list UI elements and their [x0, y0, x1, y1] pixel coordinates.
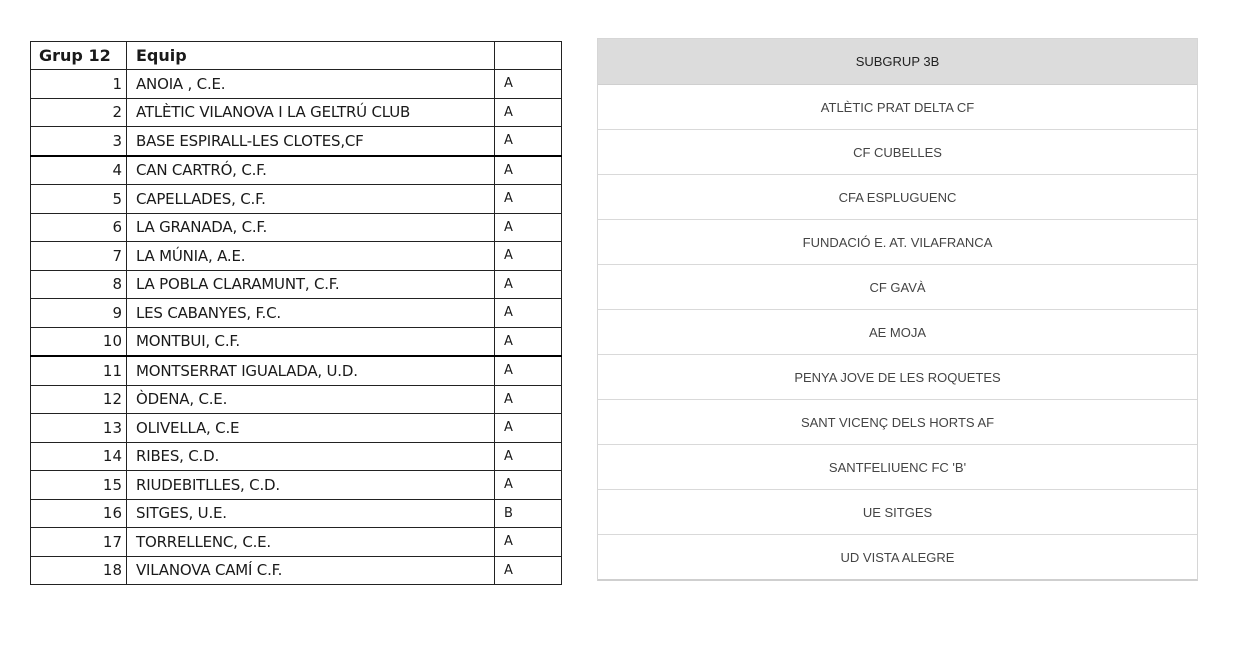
team-name: LA MÚNIA, A.E.: [127, 242, 495, 271]
table-row: [31, 185, 562, 214]
team-category: A: [495, 327, 562, 356]
team-category: B: [495, 499, 562, 528]
row-number: 15: [31, 471, 127, 500]
team-name: MONTBUI, C.F.: [127, 327, 495, 356]
row-number: 16: [31, 499, 127, 528]
table-row: [31, 213, 562, 242]
team-name: LA GRANADA, C.F.: [127, 213, 495, 242]
table-row: [31, 327, 562, 356]
team-name: LA POBLA CLARAMUNT, C.F.: [127, 270, 495, 299]
table-row: [31, 270, 562, 299]
team-category: A: [495, 98, 562, 127]
row-number: 14: [31, 442, 127, 471]
team-category: A: [495, 156, 562, 185]
team-category: A: [495, 556, 562, 585]
table-row: [31, 70, 562, 99]
table-row: [31, 356, 562, 385]
table-row: [31, 127, 562, 156]
row-number: 3: [31, 127, 127, 156]
subgrup-rows: [598, 85, 1197, 579]
grup-12-table: [30, 41, 562, 585]
team-name: MONTSERRAT IGUALADA, U.D.: [127, 356, 495, 385]
list-item: SANT VICENÇ DELS HORTS AF: [598, 400, 1197, 445]
header-grup: Grup 12: [31, 42, 127, 70]
table-header-row: [31, 42, 562, 70]
list-item: CF GAVÀ: [598, 265, 1197, 310]
list-item: CFA ESPLUGUENC: [598, 175, 1197, 220]
team-name: TORRELLENC, C.E.: [127, 528, 495, 557]
team-category: A: [495, 213, 562, 242]
row-number: 13: [31, 414, 127, 443]
team-name: CAPELLADES, C.F.: [127, 185, 495, 214]
team-name: SITGES, U.E.: [127, 499, 495, 528]
row-number: 1: [31, 70, 127, 99]
list-item: AE MOJA: [598, 310, 1197, 355]
list-item: CF CUBELLES: [598, 130, 1197, 175]
row-number: 5: [31, 185, 127, 214]
row-number: 7: [31, 242, 127, 271]
team-category: A: [495, 127, 562, 156]
team-category: A: [495, 528, 562, 557]
table-row: [31, 299, 562, 328]
team-category: A: [495, 385, 562, 414]
row-number: 8: [31, 270, 127, 299]
team-name: LES CABANYES, F.C.: [127, 299, 495, 328]
grup-table-body: [31, 70, 562, 585]
row-number: 12: [31, 385, 127, 414]
team-name: ATLÈTIC VILANOVA I LA GELTRÚ CLUB: [127, 98, 495, 127]
team-name: OLIVELLA, C.E: [127, 414, 495, 443]
header-equip: Equip: [127, 42, 495, 70]
team-name: ANOIA , C.E.: [127, 70, 495, 99]
team-category: A: [495, 270, 562, 299]
table-row: [31, 98, 562, 127]
list-item: UD VISTA ALEGRE: [840, 549, 955, 565]
list-item: PENYA JOVE DE LES ROQUETES: [598, 355, 1197, 400]
subgrup-3b-list: [597, 38, 1198, 581]
table-row: [31, 499, 562, 528]
table-row: [31, 242, 562, 271]
team-category: A: [495, 414, 562, 443]
row-number: 6: [31, 213, 127, 242]
team-category: A: [495, 70, 562, 99]
team-category: A: [495, 299, 562, 328]
row-number: 9: [31, 299, 127, 328]
table-row: [31, 385, 562, 414]
team-name: ÒDENA, C.E.: [127, 385, 495, 414]
row-number: 11: [31, 356, 127, 385]
team-category: A: [495, 442, 562, 471]
list-item: SANTFELIUENC FC 'B': [598, 445, 1197, 490]
list-item: ATLÈTIC PRAT DELTA CF: [598, 85, 1197, 130]
table-row: [31, 528, 562, 557]
table-row: [31, 556, 562, 585]
team-name: RIUDEBITLLES, C.D.: [127, 471, 495, 500]
team-category: A: [495, 242, 562, 271]
team-category: A: [495, 471, 562, 500]
row-number: 4: [31, 156, 127, 185]
table-row: [31, 442, 562, 471]
row-number: 2: [31, 98, 127, 127]
list-item: FUNDACIÓ E. AT. VILAFRANCA: [598, 220, 1197, 265]
row-number: 18: [31, 556, 127, 585]
team-name: CAN CARTRÓ, C.F.: [127, 156, 495, 185]
table-row: [31, 471, 562, 500]
subgrup-header: SUBGRUP 3B: [598, 39, 1197, 85]
team-category: A: [495, 185, 562, 214]
row-number: 10: [31, 327, 127, 356]
team-category: A: [495, 356, 562, 385]
list-item: UE SITGES: [598, 490, 1197, 535]
header-category: [495, 42, 562, 70]
team-name: VILANOVA CAMÍ C.F.: [127, 556, 495, 585]
row-number: 17: [31, 528, 127, 557]
table-row: [31, 156, 562, 185]
team-name: BASE ESPIRALL-LES CLOTES,CF: [127, 127, 495, 156]
team-name: RIBES, C.D.: [127, 442, 495, 471]
table-row: [31, 414, 562, 443]
